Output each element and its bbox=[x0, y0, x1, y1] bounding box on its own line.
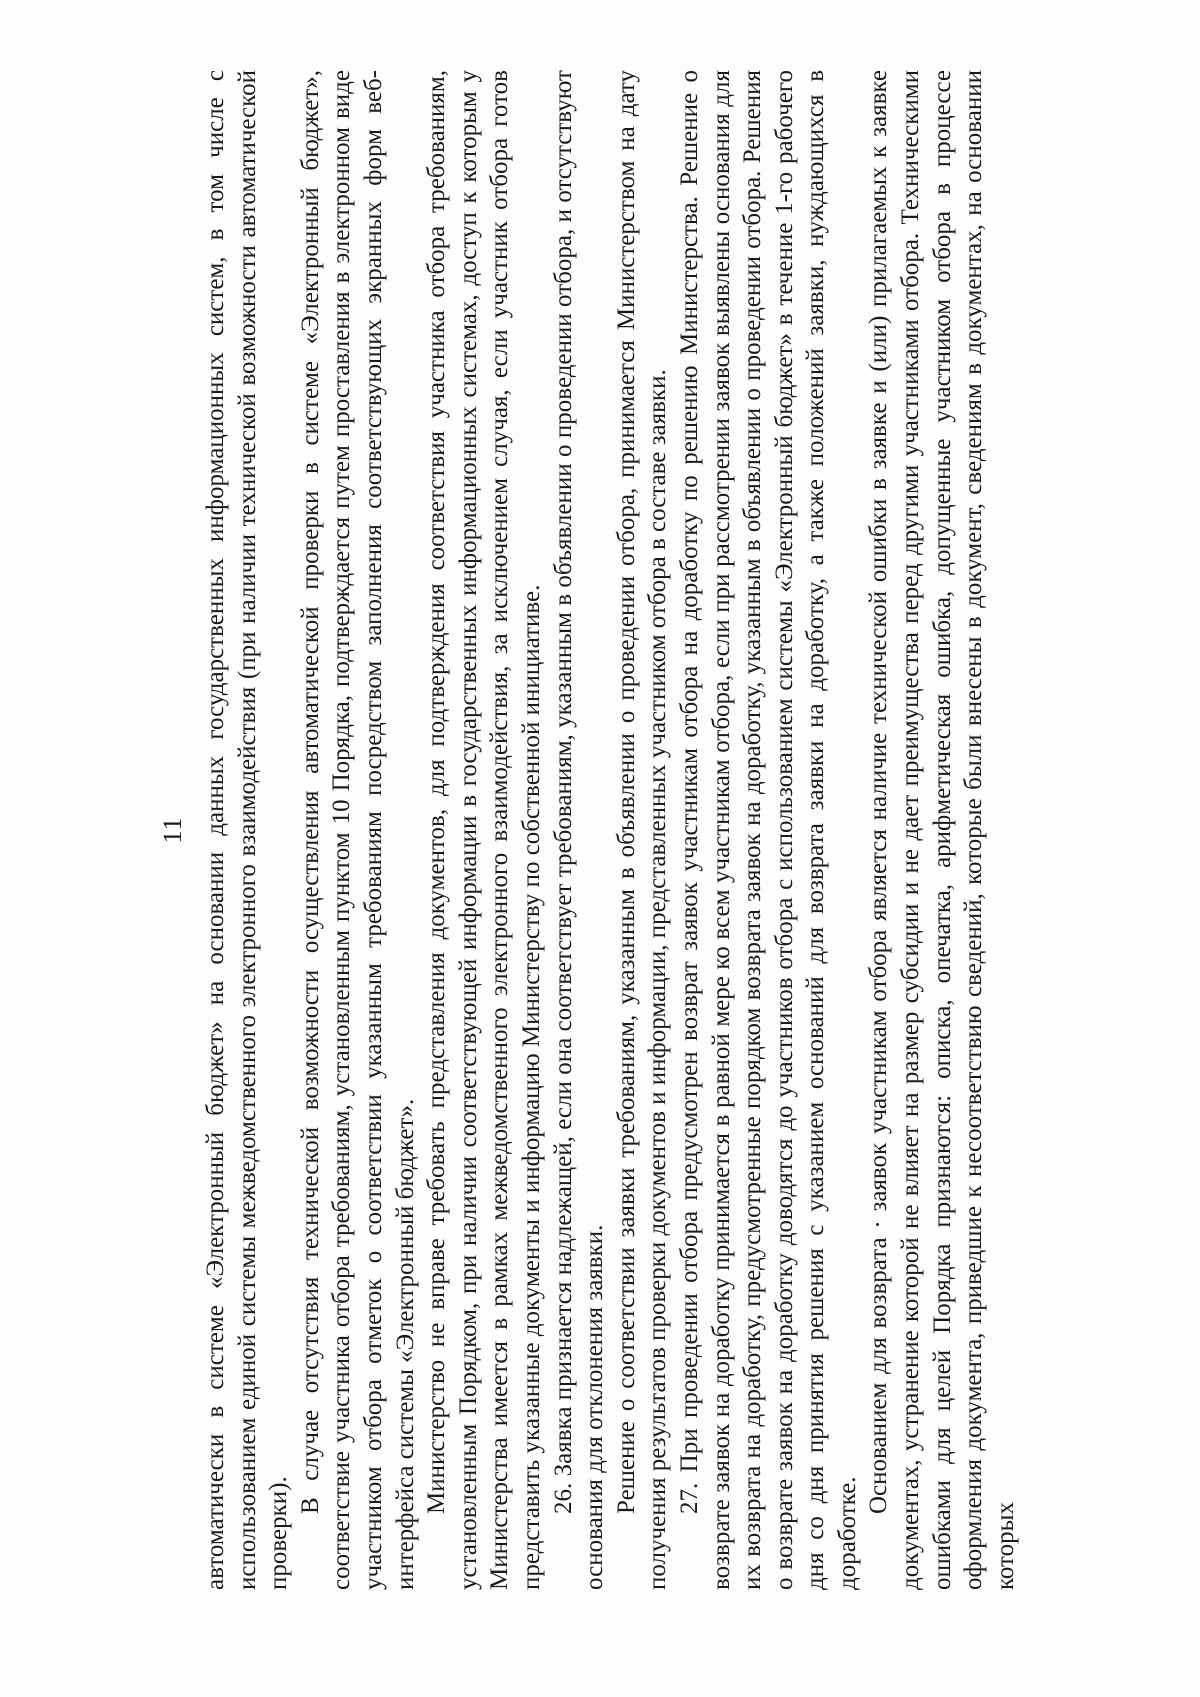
paragraph: 26. Заявка признается надлежащей, если она соответствует требованиям, указанным в объявлении о проведении отбора, и отсутствуют основания для отклонения заявки. bbox=[549, 70, 609, 1590]
paragraph: В случае отсутствия технической возможности осуществления автоматической проверки в системе «Электронный бюджет», соответствие участника отбора требованиям, установленным пунктом 10 Порядка, подтверждается путем проставления в электронном виде участником отбора отметок о соответствии указанным требованиям посредством заполнения соответствующих экранных форм веб-интерфейса системы «Электронный бюджет». bbox=[296, 70, 419, 1590]
paragraph: Министерство не вправе требовать представления документов, для подтверждения соответствия участника отбора требованиям, установленным Порядком, при наличии соответствующей информации в государственных информационных системах, доступ к которым у Министерства имеется в рамках межведомственного электронного взаимодействия, за исключением случая, если участник отбора готов представить указанные документы и информацию Министерству по собственной инициативе. bbox=[423, 70, 545, 1590]
paragraph: 27. При проведении отбора предусмотрен возврат заявок участникам отбора на доработку по решению Министерства. Решение о возврате заявок на доработку принимается в равной мере ко всем участникам отбора, если при рассмотрении заявок выявлены основания для их возврата на доработку, предусмотренные порядком возврата заявок на доработку, указанным в объявлении о проведении отбора. Решения о возврате заявок на доработку доводятся до участников отбора с использованием системы «Электронный бюджет» в течение 1-го рабочего дня со дня принятия решения с указанием оснований для возврата заявки на доработку, а также положений заявки, нуждающихся в доработке. bbox=[675, 70, 861, 1590]
rotated-content bbox=[150, 70, 1050, 1590]
body-text bbox=[200, 70, 1021, 1590]
paragraph: автоматически в системе «Электронный бюджет» на основании данных государственных информационных систем, в том числе с использованием единой системы межведомственного электронного взаимодействия (при наличии технической возможности автоматической проверки). bbox=[202, 70, 293, 1590]
paragraph: Решение о соответствии заявки требованиям, указанным в объявлении о проведении отбора, принимается Министерством на дату получения результатов проверки документов и информации, представленных участником отбора в составе заявки. bbox=[612, 70, 672, 1590]
paragraph: Основанием для возврата · заявок участникам отбора является наличие технической ошибки в заявке и (или) прилагаемых к заявке документах, устранение которой не влияет на размер субсидии и не дает преимущества перед другими участниками отбора. Техническими ошибками для целей Порядка признаются: описка, опечатка, арифметическая ошибка, допущенные участником отбора в процессе оформления документа, приведшие к несоответствию сведений, которые были внесены в документ, сведениям в документах, на основании которых bbox=[865, 70, 1019, 1590]
page-number: 11 bbox=[158, 816, 187, 844]
